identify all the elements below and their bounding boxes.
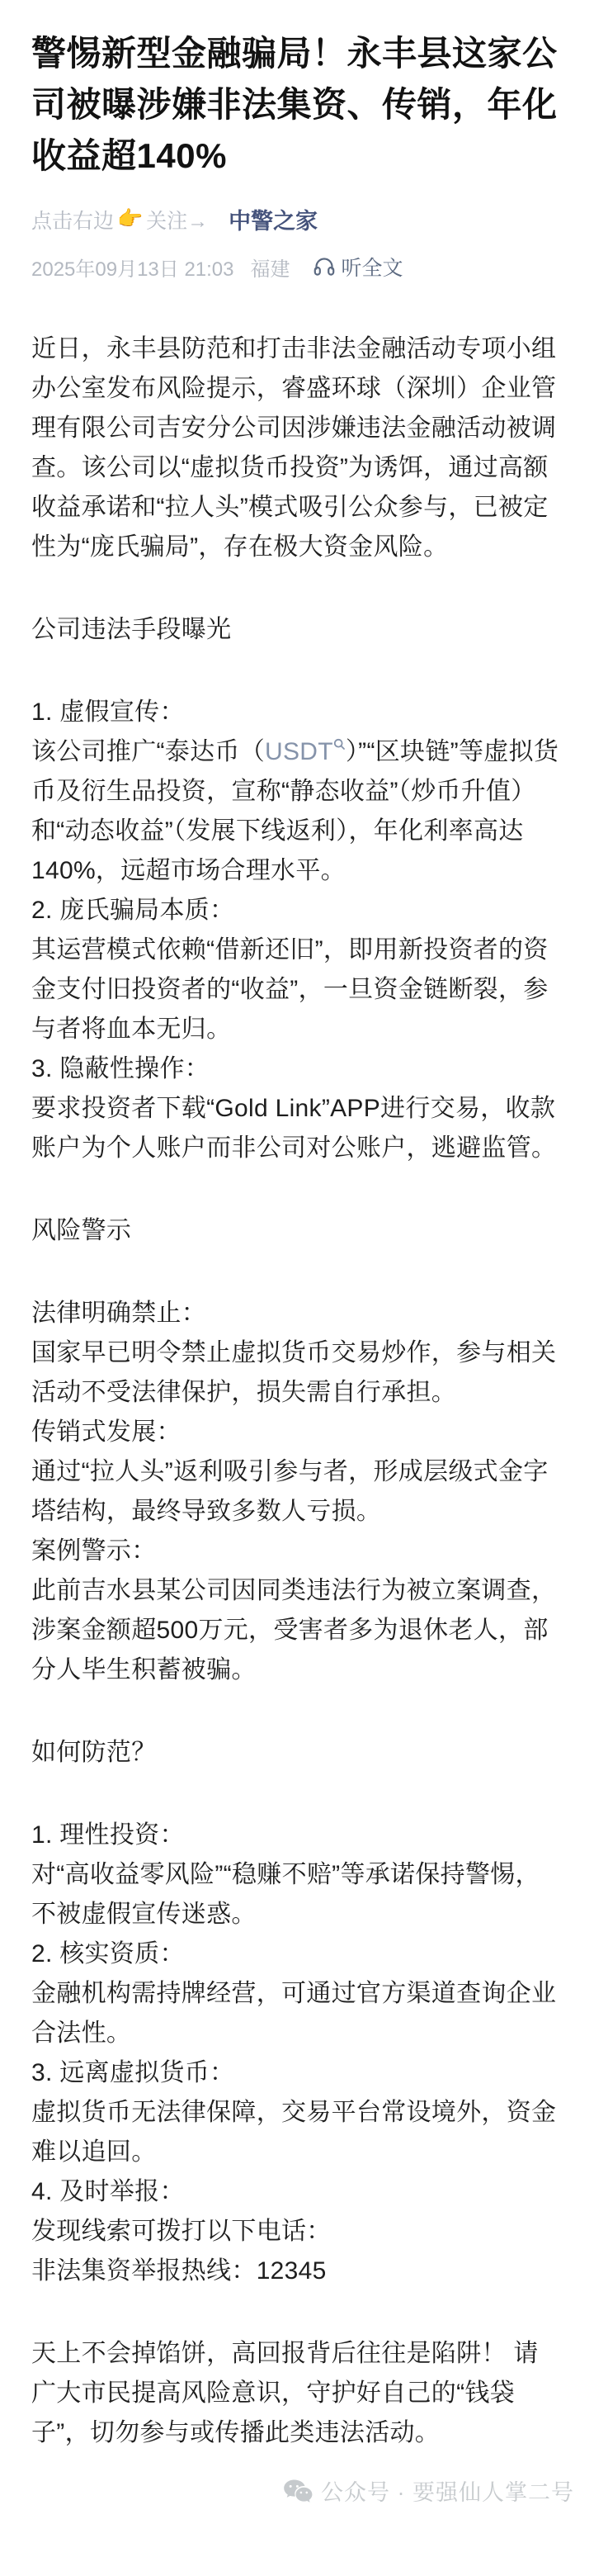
follow-banner bbox=[31, 203, 563, 235]
publish-date: 2025年09月13日 21:03 bbox=[31, 258, 234, 281]
section3-heading-block bbox=[31, 1733, 563, 1773]
section3-heading: 如何防范？ bbox=[31, 1739, 157, 1766]
headphones-icon bbox=[314, 257, 342, 277]
warn2-text: 通过“拉人头”返利吸引参与者，形成层级式金字塔结构，最终导致多数人亏损。 bbox=[31, 1458, 549, 1525]
warn1-text: 国家早已明令禁止虚拟货币交易炒作，参与相关活动不受法律保护，损失需自行承担。 bbox=[31, 1339, 557, 1406]
hotline-text: 非法集资举报热线：12345 bbox=[31, 2257, 327, 2285]
listen-label: 听全文 bbox=[341, 257, 403, 280]
intro-block bbox=[31, 329, 563, 567]
item3-label: 3. 隐蔽性操作： bbox=[31, 1055, 210, 1082]
watermark-row bbox=[31, 2474, 574, 2520]
tip2-label: 2. 核实资质： bbox=[31, 1940, 185, 1968]
tip1-label: 1. 理性投资： bbox=[31, 1821, 185, 1849]
section2-heading-block bbox=[31, 1211, 563, 1251]
item2-label: 2. 庞氏骗局本质： bbox=[31, 897, 235, 924]
account-name-link[interactable]: 中警之家 bbox=[229, 209, 318, 234]
article-title: 警惕新型金融骗局！永丰县这家公司被曝涉嫌非法集资、传销，年化收益超140% bbox=[31, 34, 558, 175]
search-icon bbox=[333, 738, 346, 751]
tip3-label: 3. 远离虚拟货币： bbox=[31, 2059, 235, 2086]
closing-paragraph: 天上不会掉馅饼，高回报背后往往是陷阱！ 请广大市民提高风险意识，守护好自己的“钱袋子”，切勿参与或传播此类违法活动。 bbox=[31, 2340, 539, 2446]
illegal-methods-block bbox=[31, 693, 563, 1168]
warn3-text: 此前吉水县某公司因同类违法行为被立案调查，涉案金额超500万元，受害者多为退休老人，部分人毕生积蓄被骗。 bbox=[31, 1577, 557, 1683]
listen-full-text-button[interactable] bbox=[314, 252, 403, 282]
item1-text bbox=[31, 732, 563, 891]
usdt-term-text: USDT bbox=[265, 738, 333, 765]
tip1-text: 对“高收益零风险”“稳赚不赔”等承诺保持警惕，不被虚假宣传迷惑。 bbox=[31, 1861, 540, 1928]
follow-suffix: 关注→ bbox=[146, 209, 209, 233]
warn1-label: 法律明确禁止： bbox=[31, 1300, 207, 1327]
publish-location: 福建 bbox=[250, 258, 290, 281]
follow-prompt: 点击右边 bbox=[31, 209, 115, 233]
watermark-text: 公众号 · 要强仙人掌二号 bbox=[321, 2480, 574, 2505]
intro-paragraph: 近日，永丰县防范和打击非法金融活动专项小组办公室发布风险提示，睿盛环球（深圳）企业管理有限公司吉安分公司因涉嫌违法金融活动被调查。该公司以“虚拟货币投资”为诱饵，通过高额收益承诺和“拉人头”模式吸引公众参与，已被定性为“庞氏骗局”，存在极大资金风险。 bbox=[31, 335, 557, 561]
item3-text: 要求投资者下载“Gold Link”APP进行交易，收款账户为个人账户而非公司对公账户，逃避监管。 bbox=[31, 1095, 557, 1162]
item1-text-before: 该公司推广“泰达币（ bbox=[31, 738, 265, 765]
pointing-right-icon: 👉 bbox=[117, 207, 144, 230]
section2-heading: 风险警示 bbox=[31, 1217, 132, 1244]
risk-warning-block bbox=[31, 1294, 563, 1690]
item2-text: 其运营模式依赖“借新还旧”，即用新投资者的资金支付旧投资者的“收益”，一旦资金链断裂，参与者将血本无归。 bbox=[31, 936, 549, 1043]
warn2-label: 传销式发展： bbox=[31, 1418, 182, 1446]
item1-text-after: ）”“区块链”等虚拟货币及衍生品投资，宣称“静态收益”（炒币升值）和“动态收益”（发展下线返利），年化利率高达140%，远超市场合理水平。 bbox=[31, 738, 559, 884]
tip2-text: 金融机构需持牌经营，可通过官方渠道查询企业合法性。 bbox=[31, 1980, 557, 2047]
article-content bbox=[31, 329, 563, 2453]
section1-heading-block bbox=[31, 610, 563, 650]
usdt-search-term-link[interactable] bbox=[265, 738, 346, 765]
section1-heading: 公司违法手段曝光 bbox=[31, 616, 232, 643]
tip4-text: 发现线索可拨打以下电话： bbox=[31, 2218, 332, 2245]
meta-row bbox=[31, 252, 563, 282]
closing-block bbox=[31, 2334, 563, 2453]
item1-label: 1. 虚假宣传： bbox=[31, 698, 185, 726]
tip4-label: 4. 及时举报： bbox=[31, 2178, 185, 2205]
warn3-label: 案例警示： bbox=[31, 1537, 157, 1565]
wechat-icon bbox=[283, 2479, 321, 2503]
prevention-tips-block bbox=[31, 1816, 563, 2291]
tip3-text: 虚拟货币无法律保障，交易平台常设境外，资金难以追回。 bbox=[31, 2099, 557, 2166]
